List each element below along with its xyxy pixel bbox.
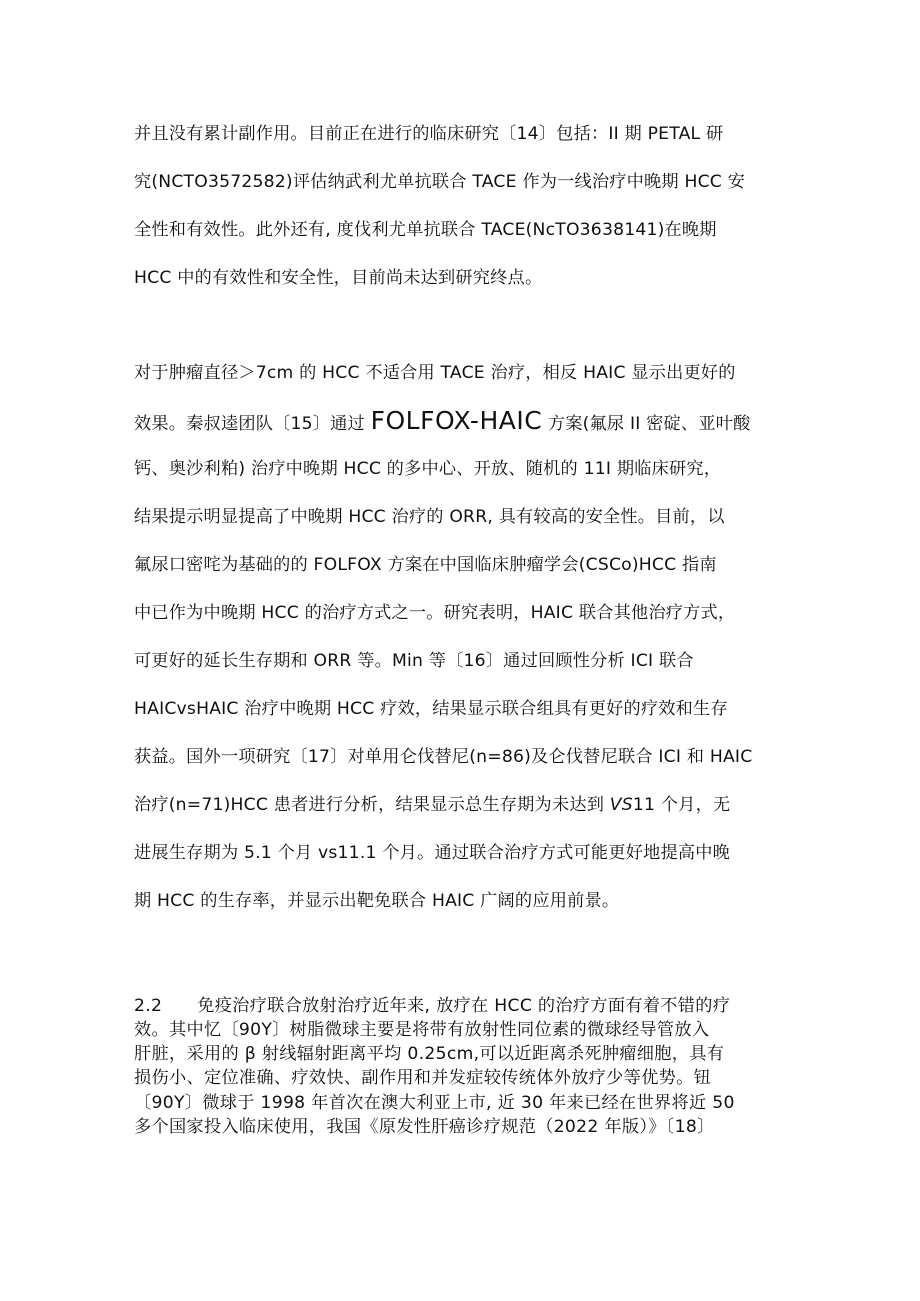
line-segment: 11 个月，无 [632, 795, 731, 815]
paragraph-line: 效。其中忆〔90Y〕树脂微球主要是将带有放射性同位素的微球经导管放入 [134, 1020, 710, 1040]
paragraph-line: 并且没有累计副作用。目前正在进行的临床研究〔14〕包括：II 期 PETAL 研 [134, 124, 724, 144]
paragraph-line: 究(NCTO3572582)评估纳武利尤单抗联合 TACE 作为一线治疗中晚期 HCC 安 [134, 172, 746, 192]
paragraph-line: 结果提示明显提高了中晚期 HCC 治疗的 ORR, 具有较高的安全性。目前，以 [134, 507, 725, 527]
paragraph-line: 多个国家投入临床使用，我国《原发性肝癌诊疗规范（2022 年版）》〔18〕 [134, 1117, 715, 1137]
folfox-haic-term: FOLFOX-HAIC [370, 406, 543, 435]
paragraph-line: 中已作为中晚期 HCC 的治疗方式之一。研究表明，HAIC 联合其他治疗方式， [134, 603, 736, 623]
paragraph-line: 获益。国外一项研究〔17〕对单用仑伐替尼(n=86)及仑伐替尼联合 ICI 和 HAIC [134, 747, 753, 767]
paragraph-line: 氟尿口密咤为基础的的 FOLFOX 方案在中国临床肿瘤学会(CSCo)HCC 指南 [134, 555, 717, 575]
section-heading-line: 2.2 免疫治疗联合放射治疗近年来, 放疗在 HCC 的治疗方面有着不错的疗 [134, 996, 731, 1016]
paragraph-line: 损伤小、定位准确、疗效快、副作用和并发症较传统体外放疗少等优势。钮 [134, 1068, 712, 1088]
paragraph-line: 肝脏，采用的 β 射线辐射距离平均 0.25cm,可以近距离杀死肿瘤细胞，具有 [134, 1044, 725, 1064]
paragraph-line: 钙、奥沙利粕) 治疗中晚期 HCC 的多中心、开放、随机的 11I 期临床研究， [134, 459, 722, 479]
paragraph-line: 对于肿瘤直径＞7cm 的 HCC 不适合用 TACE 治疗，相反 HAIC 显示出更好的 [134, 363, 736, 383]
paragraph-line: 进展生存期为 5.1 个月 vs11.1 个月。通过联合治疗方式可能更好地提高中晚 [134, 843, 731, 863]
paragraph-line: 可更好的延长生存期和 ORR 等。Min 等〔16〕通过回顾性分析 ICI 联合 [134, 651, 694, 671]
vs-italic: VS [609, 795, 633, 815]
paragraph-line: HAICvsHAIC 治疗中晚期 HCC 疗效，结果显示联合组具有更好的疗效和生存 [134, 699, 728, 719]
paragraph-line: 期 HCC 的生存率，并显示出靶免联合 HAIC 广阔的应用前景。 [134, 891, 620, 911]
line-segment: 效果。秦叔逵团队〔15〕通过 [134, 414, 371, 434]
paragraph-line: 〔90Y〕微球于 1998 年首次在澳大利亚上市, 近 30 年来已经在世界将近 50 [134, 1093, 735, 1113]
paragraph-line [134, 406, 794, 436]
line-segment: 治疗(n=71)HCC 患者进行分析，结果显示总生存期为未达到 [134, 795, 610, 815]
paragraph-line: HCC 中的有效性和安全性，目前尚未达到研究终点。 [134, 268, 543, 288]
line-segment: 方案(氟尿 II 密碇、亚叶酸 [542, 414, 751, 434]
paragraph-line: 全性和有效性。此外还有, 度伐利尤单抗联合 TACE(NcTO3638141)在晚期 [134, 220, 717, 240]
paragraph-line [134, 793, 794, 817]
